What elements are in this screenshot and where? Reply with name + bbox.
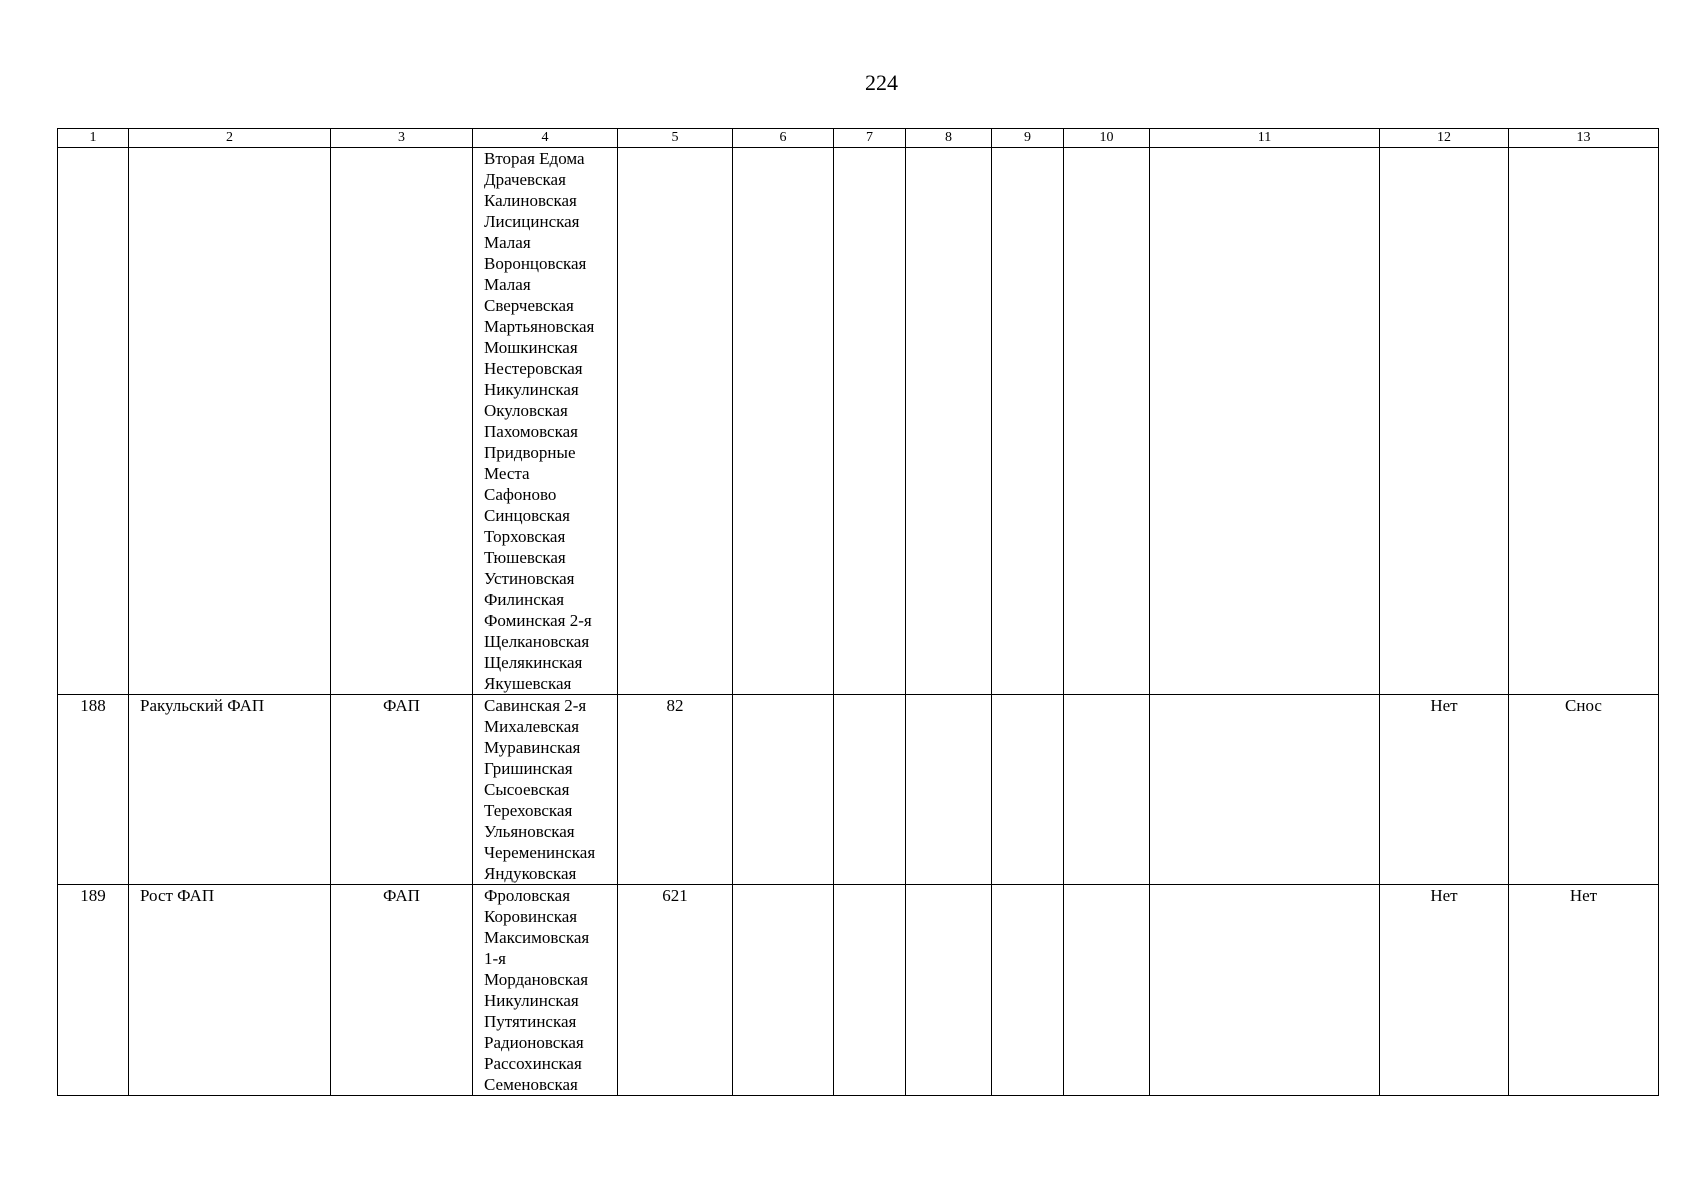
row-number: 188: [58, 695, 129, 885]
header-row: [58, 129, 1659, 148]
settlement-item: Придворные: [484, 443, 576, 462]
settlement-item: Мордановская: [484, 970, 589, 989]
empty-cell: [1064, 148, 1150, 695]
column-5-value: [618, 148, 733, 695]
header-cell-4: 4: [473, 129, 618, 148]
empty-cell: [733, 695, 834, 885]
settlement-item: Щелякинская: [484, 653, 583, 672]
settlement-item: Никулинская: [484, 380, 579, 399]
header-cell-5: 5: [618, 129, 733, 148]
settlement-item: Вторая Едома: [484, 149, 585, 168]
empty-cell: [834, 695, 906, 885]
facility-name: [129, 148, 331, 695]
settlement-item: Малая: [484, 233, 531, 252]
settlement-item: Рассохинская: [484, 1054, 582, 1073]
facility-name: Ракульский ФАП: [129, 695, 331, 885]
empty-cell: [1150, 695, 1380, 885]
settlement-item: Калиновская: [484, 191, 577, 210]
header-cell-12: 12: [1380, 129, 1509, 148]
empty-cell: [1064, 885, 1150, 1096]
header-cell-9: 9: [992, 129, 1064, 148]
settlement-item: Муравинская: [484, 738, 581, 757]
empty-cell: [1064, 695, 1150, 885]
row-number: [58, 148, 129, 695]
settlement-item: Места: [484, 464, 530, 483]
row-number: 189: [58, 885, 129, 1096]
header-cell-10: 10: [1064, 129, 1150, 148]
settlement-item: Торховская: [484, 527, 566, 546]
settlement-item: Фроловская: [484, 886, 571, 905]
settlement-item: Мартьяновская: [484, 317, 595, 336]
column-13-value: Нет: [1509, 885, 1659, 1096]
settlement-item: Семеновская: [484, 1075, 578, 1094]
settlement-item: Якушевская: [484, 674, 572, 693]
empty-cell: [992, 148, 1064, 695]
settlement-item: Нестеровская: [484, 359, 583, 378]
settlement-item: Сысоевская: [484, 780, 570, 799]
facility-type: ФАП: [331, 885, 473, 1096]
page-number: 224: [865, 70, 898, 95]
settlement-item: Щелкановская: [484, 632, 590, 651]
settlement-item: Ульяновская: [484, 822, 575, 841]
settlement-item: 1-я: [484, 949, 506, 968]
facility-type: ФАП: [331, 695, 473, 885]
empty-cell: [733, 148, 834, 695]
empty-cell: [1150, 885, 1380, 1096]
settlements-list: [473, 695, 618, 885]
facility-name: Рост ФАП: [129, 885, 331, 1096]
column-5-value: 82: [618, 695, 733, 885]
settlement-item: Михалевская: [484, 717, 580, 736]
empty-cell: [834, 148, 906, 695]
empty-cell: [834, 885, 906, 1096]
settlement-item: Сафоново: [484, 485, 557, 504]
data-table: [57, 128, 1659, 1096]
settlement-item: Филинская: [484, 590, 565, 609]
settlement-item: Коровинская: [484, 907, 578, 926]
settlement-item: Никулинская: [484, 991, 579, 1010]
settlement-item: Лисицинская: [484, 212, 580, 231]
header-cell-7: 7: [834, 129, 906, 148]
column-13-value: [1509, 148, 1659, 695]
settlement-item: Малая: [484, 275, 531, 294]
table-row: [58, 148, 1659, 695]
settlement-item: Воронцовская: [484, 254, 587, 273]
settlement-item: Драчевская: [484, 170, 566, 189]
settlements-list: [473, 148, 618, 695]
column-12-value: Нет: [1380, 885, 1509, 1096]
empty-cell: [906, 885, 992, 1096]
table-row: [58, 695, 1659, 885]
column-12-value: [1380, 148, 1509, 695]
header-cell-3: 3: [331, 129, 473, 148]
settlement-item: Радионовская: [484, 1033, 584, 1052]
header-cell-8: 8: [906, 129, 992, 148]
settlement-item: Сверчевская: [484, 296, 574, 315]
settlement-item: Яндуковская: [484, 864, 577, 883]
settlement-item: Синцовская: [484, 506, 570, 525]
settlement-item: Максимовская: [484, 928, 590, 947]
column-5-value: 621: [618, 885, 733, 1096]
settlement-item: Тюшевская: [484, 548, 566, 567]
empty-cell: [906, 148, 992, 695]
column-12-value: Нет: [1380, 695, 1509, 885]
empty-cell: [733, 885, 834, 1096]
empty-cell: [1150, 148, 1380, 695]
header-cell-11: 11: [1150, 129, 1380, 148]
settlement-item: Окуловская: [484, 401, 568, 420]
settlement-item: Устиновская: [484, 569, 575, 588]
facility-type: [331, 148, 473, 695]
empty-cell: [992, 695, 1064, 885]
settlements-list: [473, 885, 618, 1096]
settlement-item: Череменинская: [484, 843, 596, 862]
header-cell-2: 2: [129, 129, 331, 148]
header-cell-13: 13: [1509, 129, 1659, 148]
table-row: [58, 885, 1659, 1096]
settlement-item: Путятинская: [484, 1012, 577, 1031]
empty-cell: [992, 885, 1064, 1096]
settlement-item: Мошкинская: [484, 338, 578, 357]
settlement-item: Савинская 2-я: [484, 696, 587, 715]
column-13-value: Снос: [1509, 695, 1659, 885]
settlement-item: Пахомовская: [484, 422, 578, 441]
settlement-item: Гришинская: [484, 759, 573, 778]
header-cell-6: 6: [733, 129, 834, 148]
header-cell-1: 1: [58, 129, 129, 148]
empty-cell: [906, 695, 992, 885]
settlement-item: Тереховская: [484, 801, 573, 820]
settlement-item: Фоминская 2-я: [484, 611, 592, 630]
